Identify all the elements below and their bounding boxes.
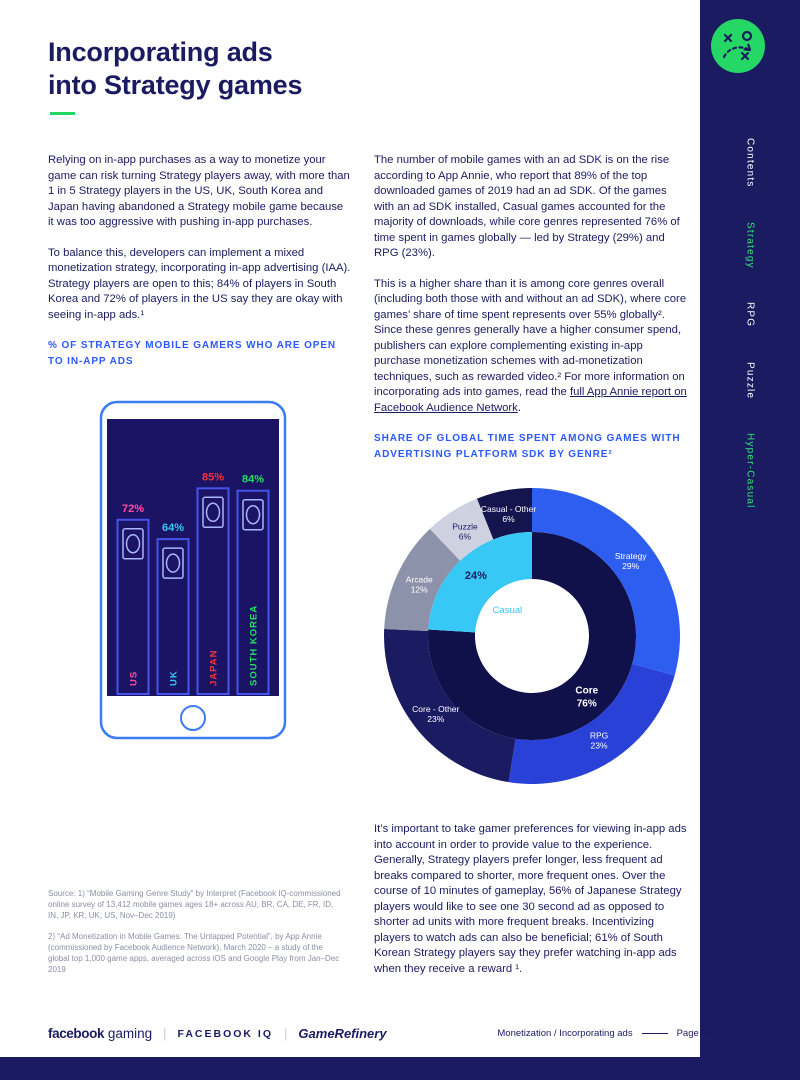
footer-page-info [497,1028,712,1039]
source-notes [48,888,344,985]
facebook-wordmark: facebook [48,1026,105,1041]
svg-text:Core - Other23%: Core - Other 23% [412,704,460,725]
time-spent-donut-chart [372,476,692,796]
svg-text:Casual - Other6%: Casual - Other 6% [480,504,537,525]
playbook-logo [711,19,765,73]
section-sidebar [700,0,800,1080]
footer-divider: | [284,1026,288,1041]
svg-text:64%: 64% [161,522,185,535]
gamerefinery-logo: GameRefinery [298,1026,387,1041]
bottom-bar [0,1057,800,1080]
svg-text:24%: 24% [464,570,487,583]
left-column [48,153,351,741]
left-paragraph-2: To balance this, developers can implement a mixed monetization strategy, incorporating in-app advertising (IAA). Strategy players are open to this; 84% of players in South Korea and 72% of players in the US say they are okay with seeing in-app ads.¹ [48,246,351,321]
svg-text:Arcade12%: Arcade 12% [405,574,433,595]
sidebar-item-contents[interactable]: Contents [744,138,756,188]
right-paragraph-1: The number of mobile games with an ad SDK is on the rise according to App Annie, who report that 89% of the top downloaded games of 2019 had an ad SDK. Of the games with an ad SDK installed, Casual games accounted for the majority of downloads, while core genres represented 76% of time spent in games globally — led by Strategy (29%) and RPG (23%). [374,154,680,259]
sidebar-item-rpg[interactable]: RPG [744,302,756,328]
openness-bar-chart [98,399,288,741]
footer-page-number: Page 19 [676,1028,712,1039]
right-paragraph-2 [374,277,687,417]
right-column [374,153,687,992]
page-footer [48,1026,712,1041]
sidebar-item-strategy[interactable]: Strategy [744,221,756,269]
svg-text:84%: 84% [241,473,265,486]
sidebar-item-hyper-casual[interactable]: Hyper-Casual [744,432,756,509]
svg-text:US: US [128,670,140,686]
svg-text:UK: UK [168,670,180,686]
source-note-2: 2) “Ad Monetization in Mobile Games: The Untapped Potential”, by App Annie (commissioned by Facebook Audience Network), March 2020 – a study of the global top 1,000 game apps, averaged across iOS and Google Play from Jan–Dec 2019 [48,932,340,974]
left-paragraph-1: Relying on in-app purchases as a way to monetize your game can risk turning Strategy players away, with more than 1 in 5 Strategy players in the US, UK, South Korea and Japan having abandoned a Strategy mobile game because it was too aggressive with pushing in-app purchases. [48,154,350,228]
donut-chart-heading: SHARE OF GLOBAL TIME SPENT AMONG GAMES WITH ADVERTISING PLATFORM SDK BY GENRE² [374,433,681,460]
svg-text:Strategy29%: Strategy 29% [614,550,647,571]
footer-rule [642,1033,668,1035]
facebook-gaming-logo [48,1026,152,1041]
footer-divider: | [163,1026,167,1041]
facebook-iq-logo: FACEBOOK IQ [177,1027,274,1040]
svg-text:Puzzle6%: Puzzle 6% [452,521,478,542]
right-paragraph-2-end: . [517,401,521,414]
right-paragraph-2-text: This is a higher share than it is among core genres overall (including both those with and without an ad SDK), where core games’ share of time spent represents over 55% globally². Since these genres generally have a higher consumer spend, publishers can explore complementing existing in-app purchase monetization schemes with ad-monetization techniques, such as rewarded video.² For more information on incorporating ads into games, read the [374,277,687,398]
svg-text:Core76%: Core 76% [575,685,599,710]
page-title [48,36,468,102]
right-paragraph-3: It’s important to take gamer preferences for viewing in-app ads into account in order to provide value to the experience. Generally, Strategy players prefer longer, less frequent ad breaks compared to shorter, more frequent ones. Over the course of 10 minutes of gameplay, 56% of Japanese Strategy players would like to see one 30 second ad as opposed to shorter ad units with more frequent breaks. Incentivizing players to watch ads can also be beneficial; 61% of South Korean Strategy players say they prefer watching in-app ads when they receive a reward ¹. [374,823,687,975]
sidebar-item-puzzle[interactable]: Puzzle [744,361,756,399]
section-nav [700,138,800,509]
svg-text:Casual: Casual [492,604,523,616]
source-note-1: Source: 1) “Mobile Gaming Genre Study” by Interpret (Facebook IQ-commissioned online survey of 13,412 mobile games ages 18+ across AU, BR, CA, DE, FR, ID, IN, JP, KR, UK, US, Nov–Dec 2019) [48,889,341,920]
svg-text:JAPAN: JAPAN [208,649,220,686]
page-title-line1: Incorporating ads [48,37,273,67]
svg-text:RPG23%: RPG 23% [589,730,609,751]
playbook-doodle-icon [711,19,765,73]
app-annie-report-link[interactable]: full App Annie report on Facebook Audience Network [374,386,687,414]
svg-text:85%: 85% [201,471,225,484]
gaming-wordmark: gaming [107,1026,153,1041]
brand-logos [48,1026,387,1041]
svg-text:72%: 72% [121,502,145,515]
footer-section-label: Monetization / Incorporating ads [497,1028,633,1039]
bar-chart-heading: % OF STRATEGY MOBILE GAMERS WHO ARE OPEN TO IN-APP ADS [48,340,337,367]
svg-text:SOUTH KOREA: SOUTH KOREA [248,604,260,686]
page-title-line2: into Strategy games [48,70,303,101]
title-accent-underline [50,112,75,115]
